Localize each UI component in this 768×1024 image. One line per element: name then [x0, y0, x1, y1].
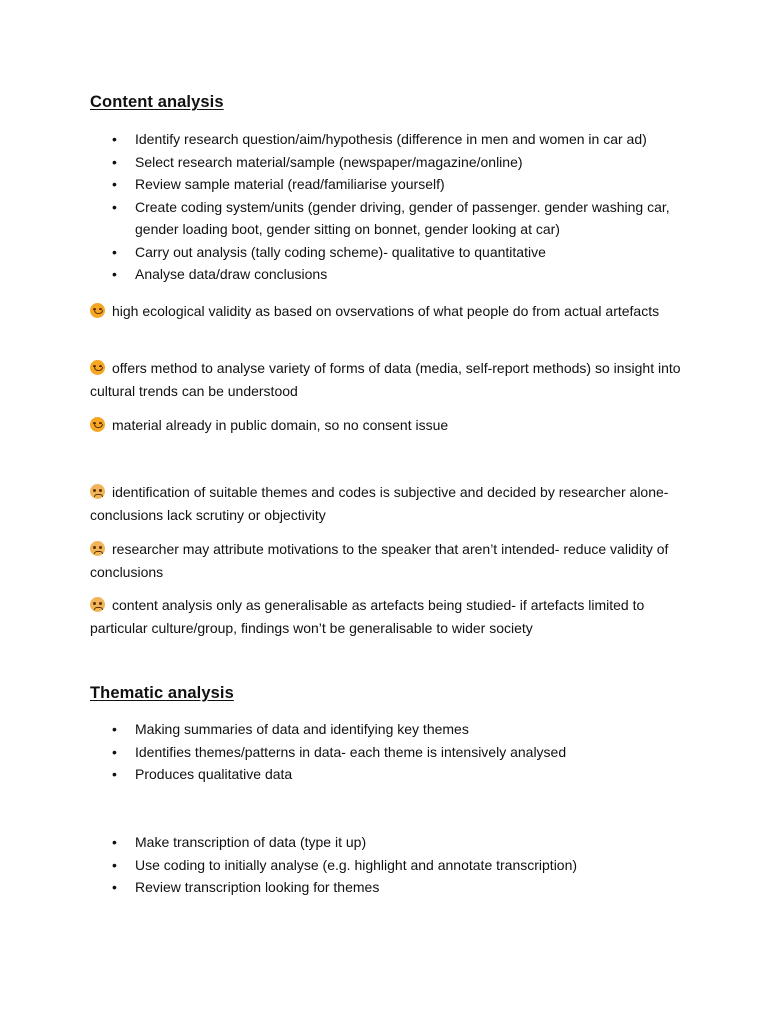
list-item: • Select research material/sample (newspaper/magazine/online) [90, 151, 690, 174]
list-item: • Analyse data/draw conclusions [90, 263, 690, 286]
frowning-face-icon [90, 541, 105, 556]
frowning-face-icon [90, 597, 105, 612]
weakness-paragraph [90, 538, 685, 583]
smiling-face-icon [90, 360, 105, 375]
strength-paragraph [90, 300, 685, 323]
smiling-face-icon [90, 417, 105, 432]
weakness-paragraph [90, 594, 685, 639]
list-item: • Identify research question/aim/hypothesis (difference in men and women in car ad) [90, 128, 690, 151]
list-item: • Review transcription looking for themes [90, 876, 690, 899]
strength-text: offers method to analyse variety of forms of data (media, self-report methods) so insight into cultural trends can be understood [90, 360, 681, 399]
strength-text: material already in public domain, so no consent issue [112, 417, 449, 433]
thematic-analysis-heading: Thematic analysis [90, 684, 234, 702]
list-item: • Identifies themes/patterns in data- each theme is intensively analysed [90, 741, 690, 764]
thematic-analysis-features [90, 718, 690, 786]
weakness-text: identification of suitable themes and codes is subjective and decided by researcher alone- conclusions lack scrutiny or objectivity [90, 484, 669, 523]
list-item: • Produces qualitative data [90, 763, 690, 786]
list-item: • Make transcription of data (type it up) [90, 831, 690, 854]
list-item: • Create coding system/units (gender driving, gender of passenger. gender washing car, gender loading boot, gender sitting on bonnet, gender looking at car) [90, 196, 690, 241]
smiling-face-icon [90, 303, 105, 318]
strength-paragraph [90, 414, 685, 437]
strength-paragraph [90, 357, 685, 402]
list-item: • Making summaries of data and identifying key themes [90, 718, 690, 741]
weakness-text: researcher may attribute motivations to the speaker that aren’t intended- reduce validity of conclusions [90, 541, 669, 580]
content-analysis-steps [90, 128, 690, 286]
thematic-analysis-steps [90, 831, 690, 899]
weakness-paragraph [90, 481, 685, 526]
weakness-text: content analysis only as generalisable as artefacts being studied- if artefacts limited to particular culture/group, findings won’t be generalisable to wider society [90, 597, 645, 636]
frowning-face-icon [90, 484, 105, 499]
list-item: • Use coding to initially analyse (e.g. highlight and annotate transcription) [90, 854, 690, 877]
list-item: • Carry out analysis (tally coding scheme)- qualitative to quantitative [90, 241, 690, 264]
strength-text: high ecological validity as based on ovservations of what people do from actual artefacts [112, 303, 660, 319]
content-analysis-heading: Content analysis [90, 93, 224, 111]
list-item: • Review sample material (read/familiarise yourself) [90, 173, 690, 196]
